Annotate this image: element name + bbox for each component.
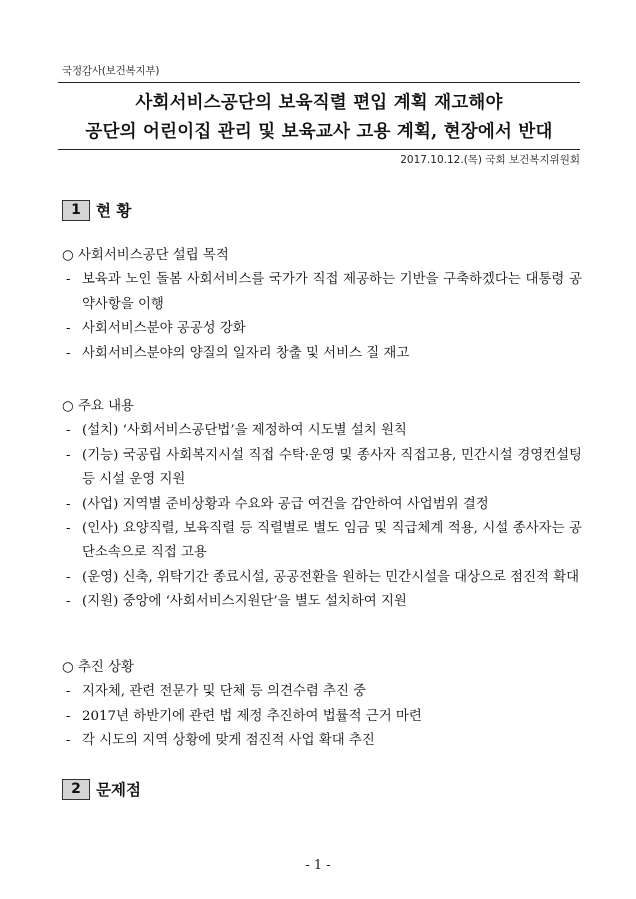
group-heading xyxy=(62,656,582,680)
circle-bullet-icon: ○ xyxy=(62,399,74,414)
section-heading-problems xyxy=(62,778,141,800)
list-item xyxy=(62,517,582,566)
list-item xyxy=(62,419,582,443)
section-number-box: 2 xyxy=(62,779,90,800)
dateline: 2017.10.12.(목) 국회 보건복지위원회 xyxy=(400,154,580,166)
list-item xyxy=(62,268,582,317)
list-item xyxy=(62,590,582,614)
list-item-text: (운영) 신축, 위탁기간 종료시설, 공공전환을 원하는 민간시설을 대상으로 점진적 확대 xyxy=(82,569,580,585)
dash-bullet-icon: - xyxy=(66,423,71,439)
dash-bullet-icon: - xyxy=(66,345,71,361)
group-heading-text: 주요 내용 xyxy=(77,399,134,414)
list-item-text: 2017년 하반기에 관련 법 제정 추진하여 법률적 근거 마련 xyxy=(82,708,422,724)
dash-bullet-icon: - xyxy=(66,684,71,700)
group-establishment-purpose xyxy=(62,244,582,366)
dash-bullet-icon: - xyxy=(66,569,71,585)
group-heading-text: 사회서비스공단 설립 목적 xyxy=(77,248,229,263)
list-item xyxy=(62,444,582,493)
list-item-text: (설치) ‘사회서비스공단법’을 제정하여 시도별 설치 원칙 xyxy=(82,423,407,439)
group-heading-text: 추진 상황 xyxy=(77,660,134,675)
list-item-text: (기능) 국공립 사회복지시설 직접 수탁·운영 및 종사자 직접고용, 민간시설 경영컨설팅 등 시설 운영 지원 xyxy=(82,447,582,488)
document-title: 사회서비스공단의 보육직렬 편입 계획 재고해야 xyxy=(135,93,503,113)
list-item xyxy=(62,680,582,704)
dash-bullet-icon: - xyxy=(66,521,71,537)
section-number-box: 1 xyxy=(62,200,90,221)
dash-bullet-icon: - xyxy=(66,733,71,749)
group-main-contents xyxy=(62,395,582,615)
section-title: 현 황 xyxy=(96,202,132,220)
section-heading-status xyxy=(62,199,131,221)
dash-bullet-icon: - xyxy=(66,447,71,463)
list-item xyxy=(62,317,582,341)
list-item xyxy=(62,705,582,729)
list-item-text: (사업) 지역별 준비상황과 수요와 공급 여건을 감안하여 사업범위 결정 xyxy=(82,496,489,512)
circle-bullet-icon: ○ xyxy=(62,660,74,675)
list-item-text: 보육과 노인 돌봄 사회서비스를 국가가 직접 제공하는 기반을 구축하겠다는 대통령 공약사항을 이행 xyxy=(82,272,582,312)
list-item-text: 사회서비스분야의 양질의 일자리 창출 및 서비스 질 재고 xyxy=(82,345,410,361)
list-item-text: (지원) 중앙에 ‘사회서비스지원단’을 별도 설치하여 지원 xyxy=(82,594,407,610)
section-title: 문제점 xyxy=(96,781,141,799)
title-bottom-rule xyxy=(58,149,580,150)
dash-bullet-icon: - xyxy=(66,272,71,288)
group-progress-status xyxy=(62,656,582,754)
page-number: - 1 - xyxy=(305,858,331,873)
list-item xyxy=(62,729,582,753)
document-header-tag: 국정감사(보건복지부) xyxy=(62,65,160,77)
list-item-text: 지자체, 관련 전문가 및 단체 등 의견수렴 추진 중 xyxy=(82,684,367,700)
circle-bullet-icon: ○ xyxy=(62,248,74,263)
dash-bullet-icon: - xyxy=(66,708,71,724)
list-item-text: (인사) 요양직렬, 보육직렬 등 직렬별로 별도 임금 및 직급체계 적용, 시설 종사자는 공단소속으로 직접 고용 xyxy=(82,521,582,561)
dash-bullet-icon: - xyxy=(66,496,71,512)
list-item xyxy=(62,566,582,590)
list-item xyxy=(62,342,582,366)
dash-bullet-icon: - xyxy=(66,594,71,610)
document-subtitle: 공단의 어린이집 관리 및 보육교사 고용 계획, 현장에서 반대 xyxy=(85,122,553,142)
list-item xyxy=(62,493,582,517)
list-item-text: 각 시도의 지역 상황에 맞게 점진적 사업 확대 추진 xyxy=(82,733,375,749)
group-heading xyxy=(62,395,582,419)
dash-bullet-icon: - xyxy=(66,321,71,337)
group-heading xyxy=(62,244,582,268)
title-top-rule xyxy=(58,82,580,83)
list-item-text: 사회서비스분야 공공성 강화 xyxy=(82,321,246,337)
